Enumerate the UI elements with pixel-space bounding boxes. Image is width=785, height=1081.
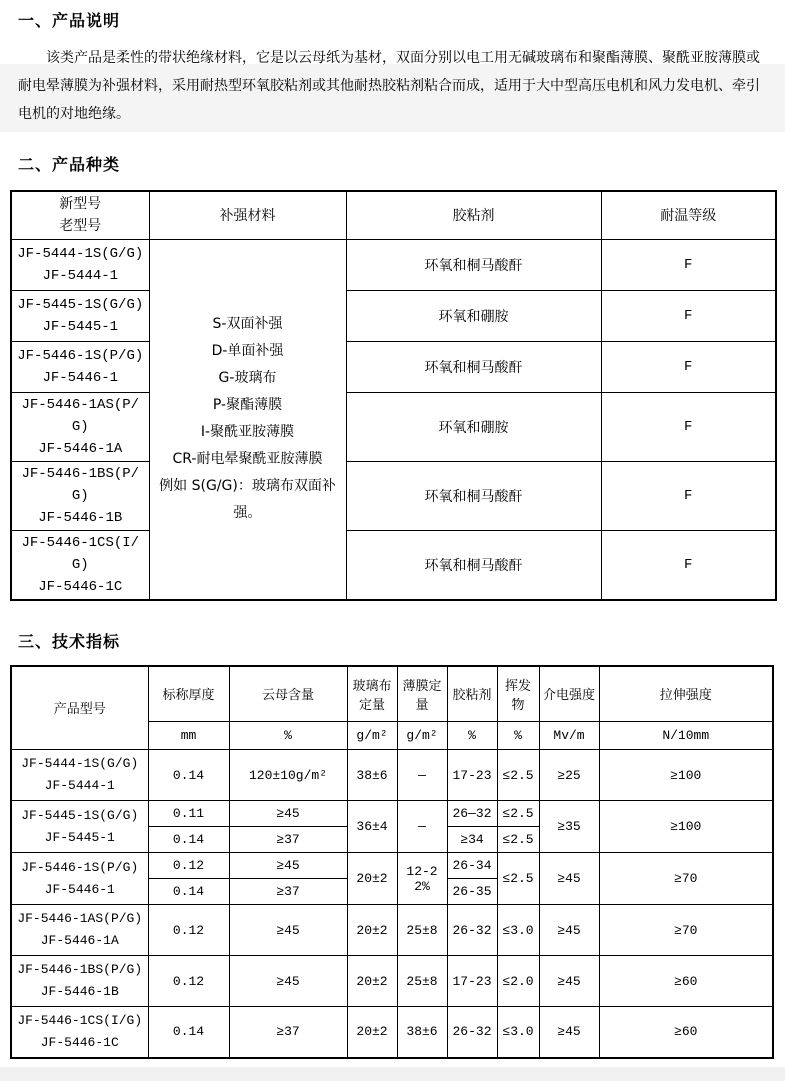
model-new: JF-5446-1S(P/G) [21, 859, 139, 875]
cell-mica: ≥37 [229, 827, 347, 853]
cell-film: 38±6 [397, 1007, 447, 1058]
cell-thickness: 0.14 [148, 879, 229, 905]
cell-model [11, 801, 148, 853]
unit-film: g/m² [397, 722, 447, 750]
cell-tensile: ≥60 [599, 1007, 773, 1058]
col-header-reinforcement: 补强材料 [149, 191, 346, 239]
table-row [11, 750, 773, 801]
col-header-mica: 云母含量 [229, 666, 347, 722]
table-row [11, 341, 776, 392]
model-new: JF-5446-1S(P/G) [17, 347, 144, 364]
col-header-adhesive: 胶粘剂 [346, 191, 601, 239]
table-row [11, 1007, 773, 1058]
note-line: CR-耐电晕聚酰亚胺薄膜 [172, 451, 323, 467]
table-row [11, 239, 776, 290]
model-new: JF-5446-1AS(P/G) [21, 396, 140, 435]
cell-thickness: 0.12 [148, 853, 229, 879]
cell-thickness: 0.14 [148, 827, 229, 853]
model-new: JF-5446-1BS(P/G) [17, 962, 143, 977]
col-header-adhesive: 胶粘剂 [447, 666, 497, 722]
model-new: JF-5445-1S(G/G) [21, 807, 139, 823]
cell-model [11, 461, 149, 530]
cell-film: 25±8 [397, 905, 447, 956]
cell-model [11, 290, 149, 341]
cell-temp-class: F [601, 341, 776, 392]
col-header-tensile: 拉伸强度 [599, 666, 773, 722]
model-old: JF-5444-1 [44, 778, 115, 793]
description-highlight-block [0, 44, 785, 132]
cell-dielectric: ≥25 [539, 750, 599, 801]
model-old: JF-5446-1C [38, 578, 123, 595]
unit-glass: g/m² [347, 722, 397, 750]
col-header-model [11, 191, 149, 239]
cell-volatile: ≤2.5 [497, 801, 539, 827]
cell-model [11, 392, 149, 461]
table-row [11, 530, 776, 600]
model-new: JF-5446-1AS(P/G) [17, 911, 143, 926]
cell-adhesive: 26-32 [447, 905, 497, 956]
cell-volatile: ≤2.5 [497, 750, 539, 801]
cell-thickness: 0.14 [148, 750, 229, 801]
cell-thickness: 0.12 [148, 905, 229, 956]
cell-adhesive: ≥34 [447, 827, 497, 853]
cell-adhesive: 26—32 [447, 801, 497, 827]
model-old: JF-5446-1B [40, 984, 119, 999]
cell-adhesive: 环氧和硼胺 [346, 290, 601, 341]
cell-model [11, 750, 148, 801]
unit-thickness: mm [148, 722, 229, 750]
cell-dielectric: ≥35 [539, 801, 599, 853]
cell-model [11, 905, 148, 956]
cell-glass: 20±2 [347, 853, 397, 905]
cell-thickness: 0.11 [148, 801, 229, 827]
cell-model [11, 341, 149, 392]
product-types-table [10, 190, 777, 601]
note-line: 例如 S(G/G)：玻璃布双面补强。 [159, 478, 336, 521]
cell-model [11, 956, 148, 1007]
model-new: JF-5446-1BS(P/G) [21, 465, 140, 504]
cell-volatile: ≤3.0 [497, 905, 539, 956]
cell-model [11, 853, 148, 905]
cell-film: 25±8 [397, 956, 447, 1007]
cell-temp-class: F [601, 392, 776, 461]
footer-strip [0, 1067, 785, 1081]
unit-mica: % [229, 722, 347, 750]
description-paragraph: 该类产品是柔性的带状绝缘材料，它是以云母纸为基材，双面分别以电工用无碱玻璃布和聚酯薄膜、聚酰亚胺薄膜或耐电晕薄膜为补强材料，采用耐热型环氧胶粘剂或其他耐热胶粘剂粘合而成，适用于大中型高压电机和风力发电机、牵引电机的对地绝缘。 [18, 50, 760, 122]
col-header-temp-class: 耐温等级 [601, 191, 776, 239]
tech-specs-table [10, 665, 774, 1059]
cell-film: 12-22% [397, 853, 447, 905]
cell-adhesive: 环氧和桐马酸酐 [346, 530, 601, 600]
col-header-volatile: 挥发物 [497, 666, 539, 722]
cell-glass: 36±4 [347, 801, 397, 853]
cell-adhesive: 环氧和硼胺 [346, 392, 601, 461]
section-heading-types: 二、产品种类 [18, 155, 121, 174]
table-row [11, 801, 773, 827]
note-line: I-聚酰亚胺薄膜 [200, 424, 295, 440]
cell-adhesive: 环氧和桐马酸酐 [346, 461, 601, 530]
cell-dielectric: ≥45 [539, 905, 599, 956]
note-line: D-单面补强 [211, 343, 284, 359]
cell-temp-class: F [601, 530, 776, 600]
cell-adhesive: 环氧和桐马酸酐 [346, 239, 601, 290]
model-old: JF-5446-1 [44, 881, 115, 897]
cell-mica: ≥37 [229, 1007, 347, 1058]
cell-glass: 20±2 [347, 905, 397, 956]
unit-dielectric: Mv/m [539, 722, 599, 750]
table-header-row [11, 666, 773, 722]
model-new: JF-5446-1CS(I/G) [17, 1012, 143, 1028]
cell-tensile: ≥100 [599, 750, 773, 801]
cell-film: — [397, 750, 447, 801]
model-old: JF-5445-1 [44, 829, 115, 845]
cell-temp-class: F [601, 461, 776, 530]
cell-volatile: ≤3.0 [497, 1007, 539, 1058]
cell-dielectric: ≥45 [539, 1007, 599, 1058]
cell-adhesive: 26-34 [447, 853, 497, 879]
cell-adhesive: 17-23 [447, 956, 497, 1007]
cell-mica: ≥45 [229, 956, 347, 1007]
cell-tensile: ≥60 [599, 956, 773, 1007]
table-row [11, 290, 776, 341]
table-row [11, 905, 773, 956]
cell-mica: ≥37 [229, 879, 347, 905]
cell-mica: ≥45 [229, 801, 347, 827]
cell-thickness: 0.12 [148, 956, 229, 1007]
cell-tensile: ≥70 [599, 905, 773, 956]
cell-tensile: ≥70 [599, 853, 773, 905]
cell-mica: ≥45 [229, 905, 347, 956]
cell-temp-class: F [601, 290, 776, 341]
unit-tensile: N/10mm [599, 722, 773, 750]
cell-glass: 38±6 [347, 750, 397, 801]
cell-film: — [397, 801, 447, 853]
section-heading-description: 一、产品说明 [18, 11, 121, 30]
cell-model [11, 530, 149, 600]
model-new: JF-5444-1S(G/G) [21, 756, 139, 771]
col-header-dielectric: 介电强度 [539, 666, 599, 722]
table-row [11, 853, 773, 879]
table-header-row [11, 191, 776, 239]
note-line: P-聚酯薄膜 [212, 397, 283, 413]
col-header-glass: 玻璃布定量 [347, 666, 397, 722]
cell-mica: ≥45 [229, 853, 347, 879]
note-line: S-双面补强 [212, 316, 283, 332]
cell-thickness: 0.14 [148, 1007, 229, 1058]
unit-volatile: % [497, 722, 539, 750]
cell-adhesive: 26-35 [447, 879, 497, 905]
cell-mica: 120±10g/m² [229, 750, 347, 801]
col-header-film: 薄膜定量 [397, 666, 447, 722]
cell-glass: 20±2 [347, 956, 397, 1007]
cell-model [11, 239, 149, 290]
cell-temp-class: F [601, 239, 776, 290]
model-new: JF-5444-1S(G/G) [17, 245, 144, 262]
table-row [11, 392, 776, 461]
cell-adhesive: 17-23 [447, 750, 497, 801]
col-header-model: 产品型号 [11, 666, 148, 750]
cell-tensile: ≥100 [599, 801, 773, 853]
note-line: G-玻璃布 [218, 370, 277, 386]
model-new: JF-5445-1S(G/G) [17, 296, 144, 313]
cell-model [11, 1007, 148, 1058]
cell-glass: 20±2 [347, 1007, 397, 1058]
cell-dielectric: ≥45 [539, 956, 599, 1007]
model-old: JF-5446-1C [40, 1034, 119, 1050]
col-header-thickness: 标称厚度 [148, 666, 229, 722]
cell-volatile: ≤2.5 [497, 827, 539, 853]
model-old: JF-5446-1A [38, 440, 123, 457]
model-old: JF-5446-1A [40, 933, 119, 948]
cell-dielectric: ≥45 [539, 853, 599, 905]
col-header-model-old: 老型号 [59, 218, 102, 235]
cell-volatile: ≤2.5 [497, 853, 539, 905]
model-old: JF-5444-1 [42, 267, 119, 284]
reinforcement-note-cell [149, 239, 346, 600]
table-row [11, 461, 776, 530]
model-new: JF-5446-1CS(I/G) [21, 534, 140, 573]
cell-adhesive: 26-32 [447, 1007, 497, 1058]
unit-adhesive: % [447, 722, 497, 750]
col-header-model-new: 新型号 [59, 196, 102, 213]
section-heading-tech: 三、技术指标 [18, 631, 121, 651]
model-old: JF-5446-1 [42, 369, 119, 386]
model-old: JF-5445-1 [42, 318, 119, 335]
table-row [11, 956, 773, 1007]
model-old: JF-5446-1B [38, 509, 123, 526]
cell-volatile: ≤2.0 [497, 956, 539, 1007]
cell-adhesive: 环氧和桐马酸酐 [346, 341, 601, 392]
